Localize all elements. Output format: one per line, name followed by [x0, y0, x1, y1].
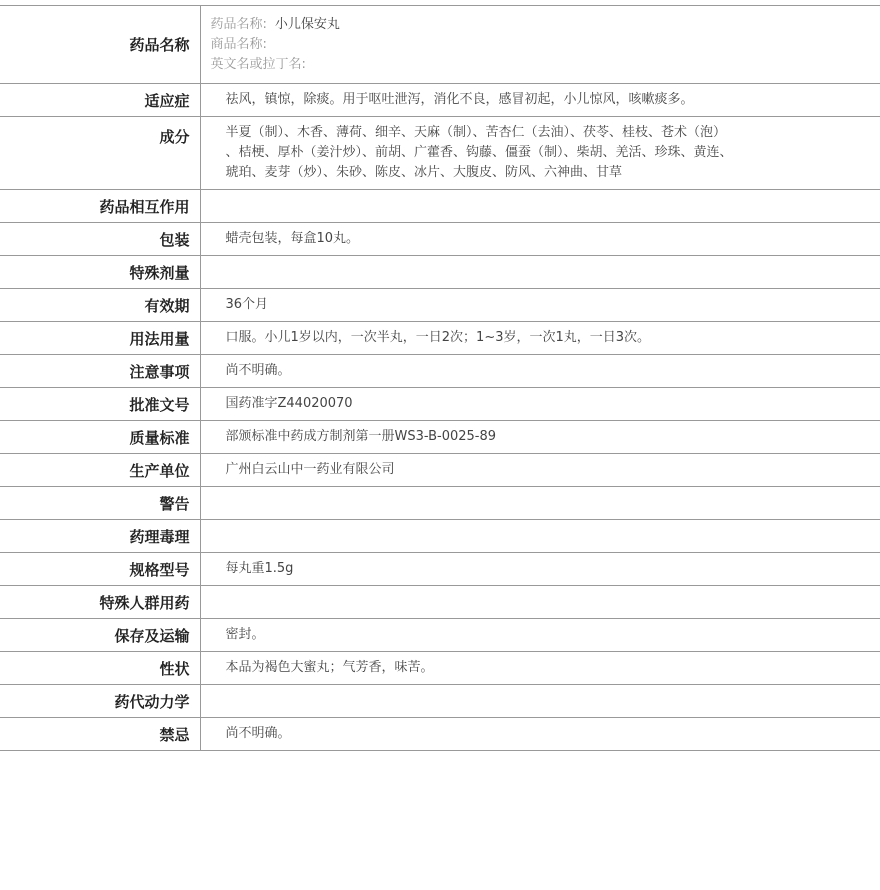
row-pharmacokinetics	[0, 685, 880, 718]
spec-value: 每丸重1.5g	[225, 561, 294, 576]
row-toxicology	[0, 520, 880, 553]
standard-label: 质量标准	[0, 421, 200, 454]
precautions-label: 注意事项	[0, 355, 200, 388]
special-population-label: 特殊人群用药	[0, 586, 200, 619]
storage-label: 保存及运输	[0, 619, 200, 652]
manufacturer-value: 广州白云山中一药业有限公司	[225, 462, 395, 477]
row-standard	[0, 421, 880, 454]
indications-label: 适应症	[0, 84, 200, 117]
row-indications	[0, 84, 880, 117]
warning-value	[200, 487, 880, 520]
expiry-label: 有效期	[0, 289, 200, 322]
special-population-value	[200, 586, 880, 619]
interactions-value	[200, 190, 880, 223]
latin-name-line	[211, 55, 880, 75]
row-approval	[0, 388, 880, 421]
row-ingredients	[0, 117, 880, 190]
generic-name-line	[211, 15, 880, 35]
row-precautions	[0, 355, 880, 388]
trade-name-key: 商品名称:	[210, 37, 267, 52]
row-manufacturer	[0, 454, 880, 487]
ingredients-line-3: 琥珀、麦芽（炒）、朱砂、陈皮、冰片、大腹皮、防风、六神曲、甘草	[225, 165, 623, 180]
row-names	[0, 6, 880, 84]
row-usage	[0, 322, 880, 355]
toxicology-label: 药理毒理	[0, 520, 200, 553]
spec-label: 规格型号	[0, 553, 200, 586]
row-interactions	[0, 190, 880, 223]
approval-value: 国药准字Z44020070	[225, 396, 353, 411]
row-package	[0, 223, 880, 256]
warning-label: 警告	[0, 487, 200, 520]
indications-value: 祛风，镇惊，除痰。用于呕吐泄泻，消化不良，感冒初起，小儿惊风，咳嗽痰多。	[225, 92, 694, 107]
pharmacokinetics-label: 药代动力学	[0, 685, 200, 718]
approval-label: 批准文号	[0, 388, 200, 421]
precautions-value: 尚不明确。	[225, 363, 291, 378]
appearance-value: 本品为褐色大蜜丸；气芳香，味苦。	[225, 660, 434, 675]
ingredients-line-2: 、桔梗、厚朴（姜汁炒）、前胡、广藿香、钩藤、僵蚕（制）、柴胡、羌活、珍珠、黄连、	[225, 145, 733, 160]
interactions-label: 药品相互作用	[0, 190, 200, 223]
ingredients-line-1: 半夏（制）、木香、薄荷、细辛、天麻（制）、苦杏仁（去油）、茯苓、桂枝、苍术（泡）	[225, 125, 727, 140]
names-label: 药品名称	[0, 6, 200, 84]
package-value: 蜡壳包装，每盒10丸。	[225, 231, 360, 246]
latin-name-key: 英文名或拉丁名:	[210, 57, 306, 72]
generic-name-value: 小儿保安丸	[274, 17, 340, 32]
expiry-value: 36个月	[225, 297, 269, 312]
row-storage	[0, 619, 880, 652]
row-expiry	[0, 289, 880, 322]
row-contraindications	[0, 718, 880, 751]
generic-name-key: 药品名称:	[210, 17, 267, 32]
usage-value: 口服。小儿1岁以内，一次半丸，一日2次；1~3岁，一次1丸，一日3次。	[225, 330, 651, 345]
drug-info-table	[0, 5, 880, 751]
ingredients-label: 成分	[0, 117, 200, 190]
standard-value: 部颁标准中药成方制剂第一册WS3-B-0025-89	[225, 429, 497, 444]
row-appearance	[0, 652, 880, 685]
manufacturer-label: 生产单位	[0, 454, 200, 487]
storage-value: 密封。	[225, 627, 265, 642]
special-dose-value	[200, 256, 880, 289]
pharmacokinetics-value	[200, 685, 880, 718]
row-warning	[0, 487, 880, 520]
row-special-dose	[0, 256, 880, 289]
special-dose-label: 特殊剂量	[0, 256, 200, 289]
usage-label: 用法用量	[0, 322, 200, 355]
row-special-population	[0, 586, 880, 619]
toxicology-value	[200, 520, 880, 553]
appearance-label: 性状	[0, 652, 200, 685]
row-spec	[0, 553, 880, 586]
ingredients-value	[200, 117, 880, 190]
contraindications-value: 尚不明确。	[225, 726, 291, 741]
names-cell	[200, 6, 880, 84]
package-label: 包装	[0, 223, 200, 256]
trade-name-line	[211, 35, 880, 55]
contraindications-label: 禁忌	[0, 718, 200, 751]
